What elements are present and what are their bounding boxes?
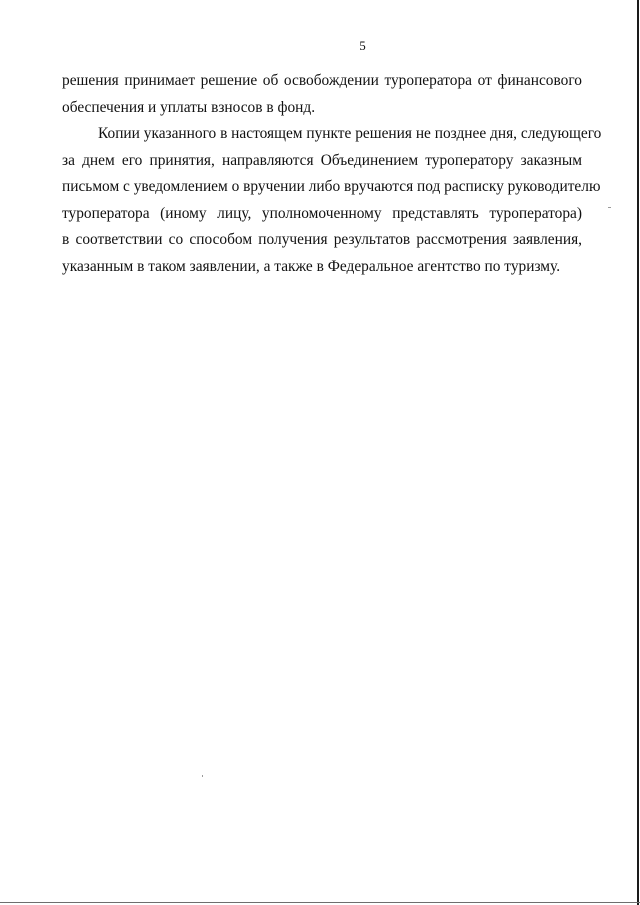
paragraph-line: в соответствии со способом получения результатов рассмотрения заявления, bbox=[62, 231, 582, 248]
paragraph-2 bbox=[62, 121, 602, 280]
paragraph-line: обеспечения и уплаты взносов в фонд. bbox=[62, 98, 316, 116]
paragraph-line: решения принимает решение об освобождении туроператора от финансового bbox=[62, 72, 582, 89]
paragraph-line: письмом с уведомлением о вручении либо вручаются под расписку руководителю bbox=[62, 178, 601, 195]
paragraph-line: туроператора (иному лицу, уполномоченному представлять туроператора) bbox=[62, 204, 582, 222]
paragraph-1 bbox=[62, 68, 582, 121]
paragraph-line: Копии указанного в настоящем пункте решения не позднее дня, следующего bbox=[98, 125, 602, 142]
paragraph-line: за днем его принятия, направляются Объединением туроператору заказным bbox=[62, 151, 582, 169]
body-text bbox=[62, 68, 602, 280]
scan-border-bottom bbox=[0, 902, 640, 903]
scan-speck bbox=[202, 775, 203, 777]
scan-border-right bbox=[637, 0, 639, 905]
page-number: 5 bbox=[359, 38, 366, 53]
paragraph-line: указанным в таком заявлении, а также в Федеральное агентство по туризму. bbox=[62, 257, 561, 275]
scan-speck bbox=[608, 207, 611, 208]
